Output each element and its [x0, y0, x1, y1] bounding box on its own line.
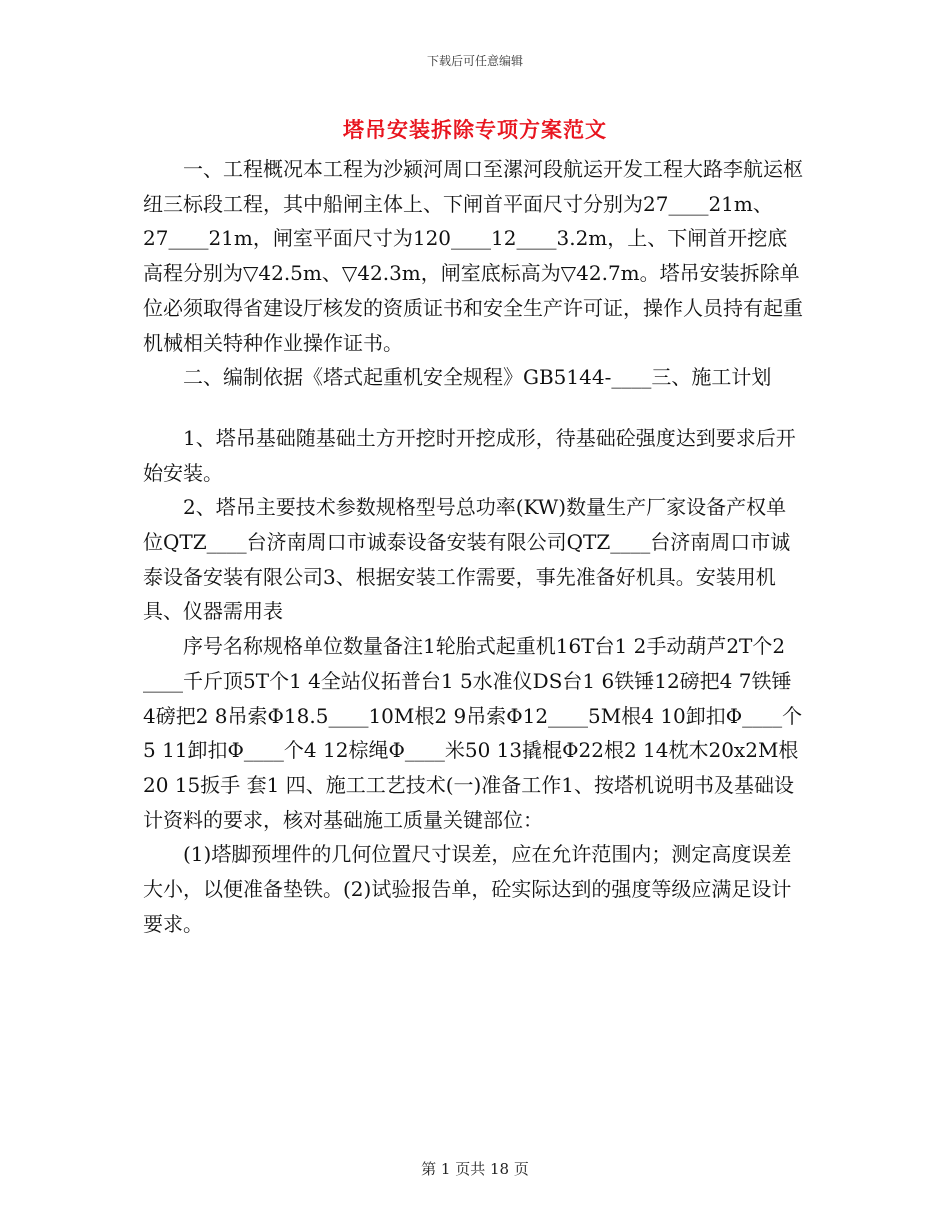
paragraph-overview: 一、工程概况本工程为沙颍河周口至漯河段航运开发工程大路李航运枢纽三标段工程，其中船闸主体上、下闸首平面尺寸分别为27____21m、27____21m，闸室平面尺寸为120____12____3.2m，上、下闸首开挖底高程分别为▽42.5m、▽42.3m，闸室底标高为▽42.7m。塔吊安装拆除单位必须取得省建设厅核发的资质证书和安全生产许可证，操作人员持有起重机械相关特种作业操作证书。 — [143, 157, 803, 355]
paragraph-checks: (1)塔脚预埋件的几何位置尺寸误差，应在允许范围内；测定高度误差大小，以便准备垫铁。(2)试验报告单，砼实际达到的强度等级应满足设计要求。 — [143, 842, 792, 936]
paragraph-parameters: 2、塔吊主要技术参数规格型号总功率(KW)数量生产厂家设备产权单位QTZ____台济南周口市诚泰设备安装有限公司QTZ____台济南周口市诚泰设备安装有限公司3、根据安装工作需要，事先准备好机具。安装用机具、仪器需用表 — [143, 495, 791, 624]
paragraph-basis: 二、编制依据《塔式起重机安全规程》GB5144-____三、施工计划 — [183, 365, 772, 390]
paragraph-foundation: 1、塔吊基础随基础土方开挖时开挖成形，待基础砼强度达到要求后开始安装。 — [143, 425, 796, 485]
page-footer: 第 1 页共 18 页 — [421, 1160, 529, 1178]
blank-line — [143, 395, 803, 421]
document-body — [143, 152, 803, 941]
page-header: 下载后可任意编辑 — [426, 54, 523, 68]
document-title: 塔吊安装拆除专项方案范文 — [343, 117, 607, 142]
paragraph-equipment-list: 序号名称规格单位数量备注1轮胎式起重机16T台1 2手动葫芦2T个2 ____千斤顶5T个1 4全站仪拓普台1 5水准仪DS台1 6铁锤12磅把4 7铁锤4磅把2 8吊索Φ18.5____10M根2 9吊索Φ12____5M根4 10卸扣Φ____个5 11卸扣Φ____个4 12棕绳Φ____米50 13撬棍Φ22根2 14枕木20x2M根20 15扳手 套1 四、施工工艺技术(一)准备工作1、按塔机说明书及基础设计资料的要求，核对基础施工质量关键部位： — [143, 634, 803, 832]
